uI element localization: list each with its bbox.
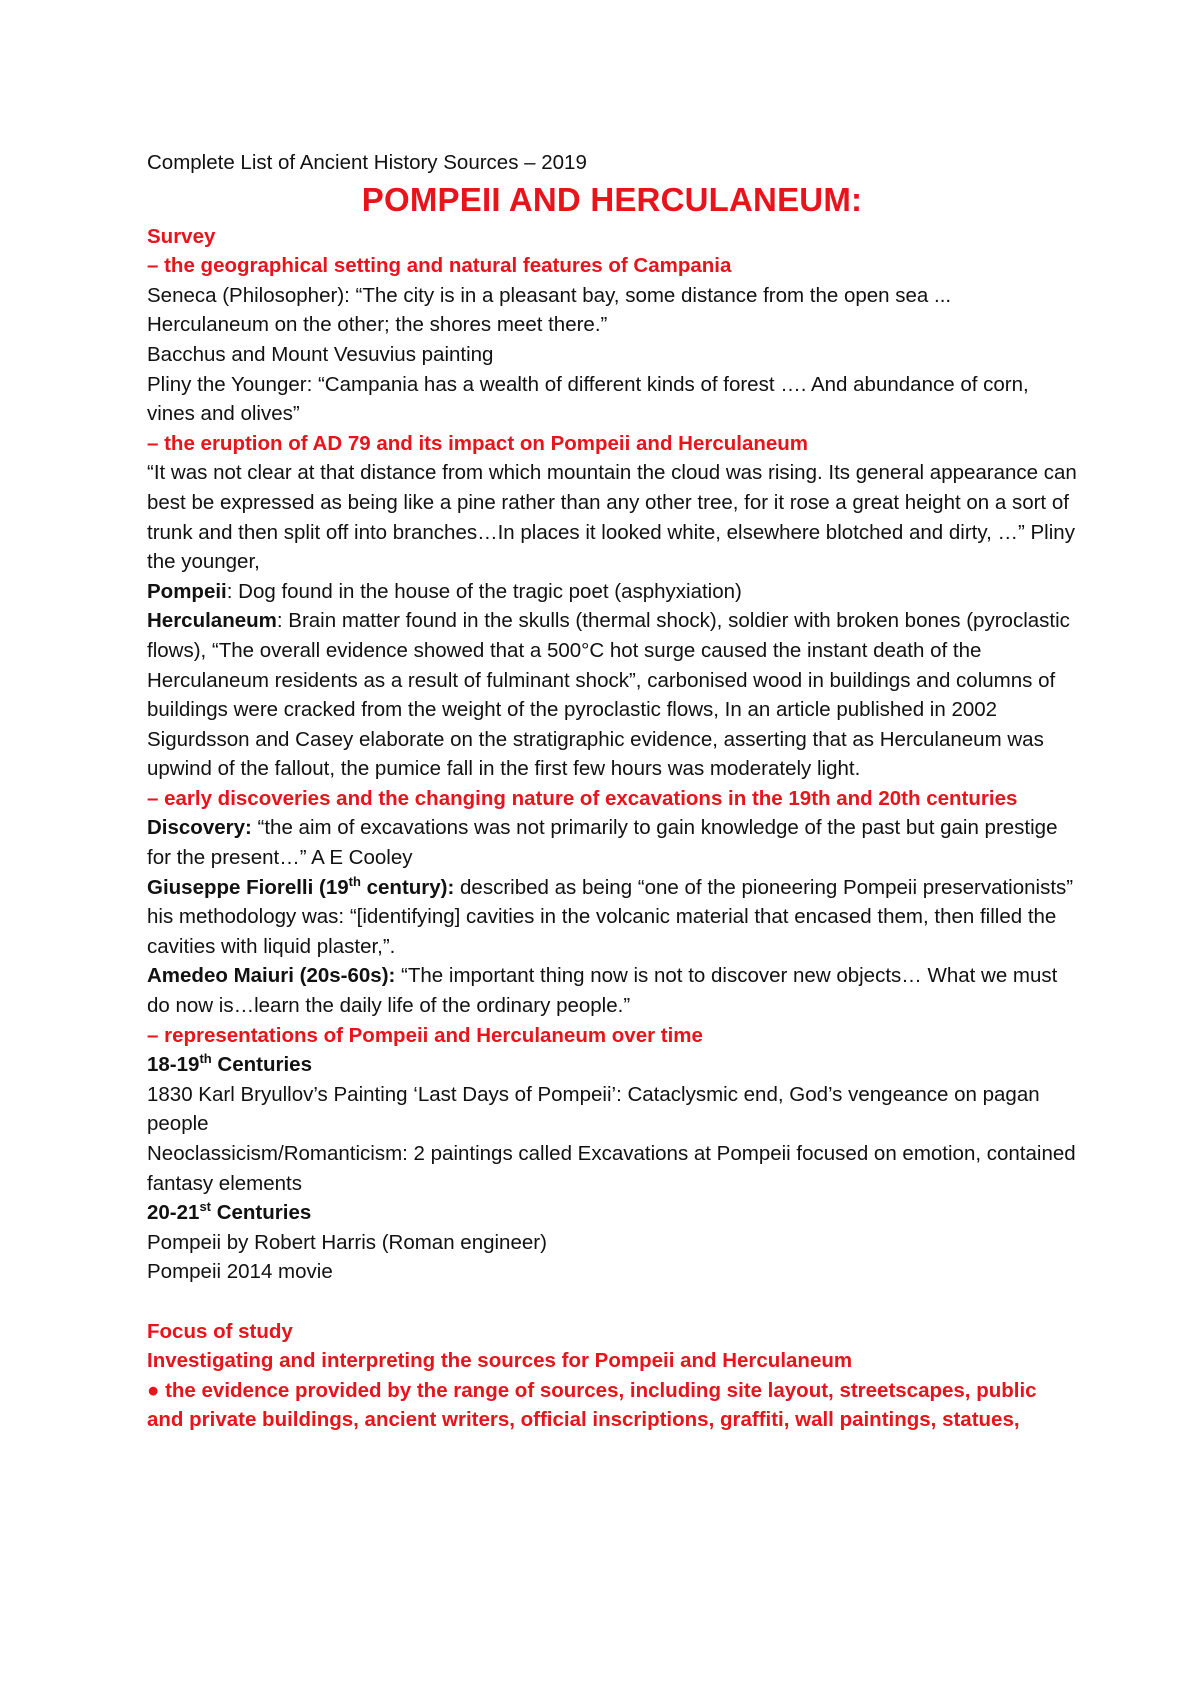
fiorelli-label	[147, 873, 455, 899]
section-heading-survey: Survey	[147, 224, 216, 248]
centuries-heading-20-21	[147, 1198, 1077, 1228]
document-title: POMPEII AND HERCULANEUM:	[361, 180, 863, 218]
section-heading-focus: Focus of study	[147, 1319, 293, 1343]
maiuri-label: Amedeo Maiuri (20s-60s):	[147, 964, 396, 988]
subsection-heading-eruption: – the eruption of AD 79 and its impact on Pompeii and Herculaneum	[147, 431, 809, 455]
centuries-20-21-sup: st	[199, 1199, 211, 1215]
pompeii-label: Pompeii	[147, 579, 227, 603]
pliny-eruption-quote: “It was not clear at that distance from which mountain the cloud was rising. Its general appearance can best be expressed as being like a pine rather than any other tree, for it rose a great height on a sort of trunk and then split off into branches…In places it looked white, elsewhere blotched and dirty, …” Pliny the younger,	[147, 461, 1077, 574]
centuries-18-19-b: Centuries	[211, 1053, 312, 1077]
discovery-entry	[147, 813, 1077, 872]
maiuri-text: “The important thing now is not to discover new objects… What we must do now is…learn the daily life of the ordinary people.”	[147, 964, 1058, 1018]
document-page	[147, 148, 1077, 1435]
bryullov-painting: 1830 Karl Bryullov’s Painting ‘Last Days of Pompeii’: Cataclysmic end, God’s vengeance on pagan people	[147, 1082, 1040, 1136]
herculaneum-text: : Brain matter found in the skulls (thermal shock), soldier with broken bones (pyroclastic flows), “The overall evidence showed that a 500°C hot surge caused the instant death of the Herculaneum residents as a result of fulminant shock”, carbonised wood in buildings and columns of buildings were cracked from the weight of the pyroclastic flows, In an article published in 2002 Sigurdsson and Casey elaborate on the stratigraphic evidence, asserting that as Herculaneum was upwind of the fallout, the pumice fall in the first few hours was moderately light.	[147, 609, 1070, 781]
blank-line	[147, 1287, 1077, 1317]
herculaneum-label: Herculaneum	[147, 609, 277, 633]
subsection-heading-excavations: – early discoveries and the changing nature of excavations in the 19th and 20th centuries	[147, 786, 1018, 810]
fiorelli-entry	[147, 873, 1077, 903]
bacchus-painting-line: Bacchus and Mount Vesuvius painting	[147, 342, 494, 366]
fiorelli-label-a: Giuseppe Fiorelli (19	[147, 875, 349, 899]
maiuri-entry	[147, 961, 1077, 1020]
centuries-20-21-a: 20-21	[147, 1201, 200, 1225]
pompeii-movie: Pompeii 2014 movie	[147, 1260, 333, 1284]
discovery-label: Discovery:	[147, 816, 252, 840]
discovery-text: “the aim of excavations was not primarily to gain knowledge of the past but gain prestige for the present…” A E Cooley	[147, 816, 1058, 870]
pliny-campania-quote: Pliny the Younger: “Campania has a wealth of different kinds of forest …. And abundance of corn, vines and olives”	[147, 372, 1029, 426]
herculaneum-evidence	[147, 606, 1077, 784]
centuries-20-21-b: Centuries	[211, 1201, 312, 1225]
centuries-18-19-a: 18-19	[147, 1053, 200, 1077]
document-subtitle: Complete List of Ancient History Sources – 2019	[147, 151, 587, 174]
focus-subheading: Investigating and interpreting the sources for Pompeii and Herculaneum	[147, 1349, 853, 1373]
subsection-heading-geography: – the geographical setting and natural features of Campania	[147, 254, 732, 278]
harris-novel: Pompeii by Robert Harris (Roman engineer)	[147, 1230, 547, 1254]
seneca-quote: Seneca (Philosopher): “The city is in a pleasant bay, some distance from the open sea ... Herculaneum on the other; the shores meet there.”	[147, 283, 952, 337]
fiorelli-method: his methodology was: “[identifying] cavities in the volcanic material that encased them, then filled the cavities with liquid plaster,”.	[147, 905, 1057, 958]
pompeii-text: : Dog found in the house of the tragic poet (asphyxiation)	[226, 579, 742, 603]
fiorelli-sup: th	[348, 873, 361, 889]
fiorelli-label-b: century):	[360, 875, 455, 899]
centuries-heading-18-19	[147, 1050, 1077, 1080]
subsection-heading-representations: – representations of Pompeii and Herculaneum over time	[147, 1023, 703, 1047]
pompeii-evidence	[147, 577, 1077, 607]
neoclassicism-line: Neoclassicism/Romanticism: 2 paintings called Excavations at Pompeii focused on emotion, contained fantasy elements	[147, 1142, 1076, 1195]
centuries-18-19-sup: th	[199, 1051, 212, 1067]
focus-bullet: ● the evidence provided by the range of sources, including site layout, streetscapes, public and private buildings, ancient writers, official inscriptions, graffiti, wall paintings, statues,	[147, 1378, 1037, 1432]
fiorelli-text: described as being “one of the pioneering Pompeii preservationists”	[454, 875, 1074, 899]
